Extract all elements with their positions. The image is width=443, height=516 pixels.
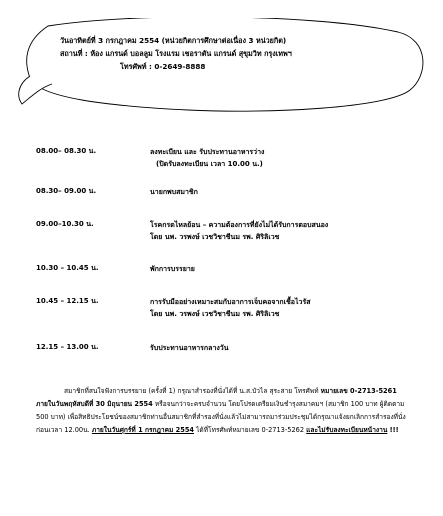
schedule-desc-line: นายกพบสมาชิก (150, 188, 198, 196)
para-phone: ได้ที่โทรศัพท์หมายเลข 0-2713-5262 (194, 426, 305, 434)
para-exclaim: !!! (387, 426, 399, 434)
schedule-time: 08.00– 08.30 น. (36, 147, 97, 155)
schedule-time: 12.15 – 13.00 น. (36, 343, 99, 351)
schedule-desc-line: รับประทานอาหารกลางวัน (150, 344, 229, 352)
schedule-desc-line: พักการบรรยาย (150, 265, 195, 273)
schedule-row (36, 219, 416, 263)
para-deadline-underlined: ภายในวันศุกร์ที่ 1 กรกฎาคม 2554 (91, 426, 195, 434)
phone-value: 0-2649-8888 (151, 62, 206, 71)
schedule-desc-line: ลงทะเบียน และ รับประทานอาหารว่าง (150, 148, 265, 156)
schedule-desc-line: โดย นพ. วรพงษ์ เวชวิชาชีนม รพ. ศิริลิเวช (150, 233, 280, 241)
schedule-desc (150, 296, 416, 320)
schedule-desc (150, 186, 416, 198)
header-bubble (18, 18, 426, 114)
venue-line (60, 47, 390, 60)
venue-label: สถานที่ : (60, 49, 88, 58)
schedule-row (36, 263, 416, 296)
schedule-desc (150, 219, 416, 243)
phone-line (60, 60, 390, 73)
schedule-row (36, 296, 416, 342)
para-no-walkin: และไม่รับลงทะเบียนหน้างาน (306, 426, 388, 434)
reservation-paragraph (36, 385, 408, 437)
schedule-desc-line: โดย นพ. วรพงษ์ เวชวิชาชีนม รพ. ศิริลิเวช (150, 310, 280, 318)
schedule-time: 08.30– 09.00 น. (36, 187, 97, 195)
schedule-row (36, 342, 416, 362)
para-text: สมาชิกที่สนใจฟังการบรรยาย (ครั้งที่ 1) กรุณาสำรองที่นั่งได้ที่ น.ส.บัวไล สุระสาย โทรศัพท์ (64, 387, 319, 395)
schedule-desc-line: โรคกรดไหลย้อน – ความต้องการที่ยังไม่ได้รับการตอบสนอง (150, 221, 329, 229)
venue-value: ห้อง แกรนด์ บอลลูม โรงแรม เชอราตัน แกรนด์ สุขุมวิท กรุงเทพฯ (87, 49, 292, 58)
event-date-line: วันอาทิตย์ที่ 3 กรกฎาคม 2554 (หน่วยกิตการศึกษาต่อเนื่อง 3 หน่วยกิต) (60, 36, 287, 45)
schedule-desc-line: (ปิดรับลงทะเบียน เวลา 10.00 น.) (156, 160, 263, 168)
para-text: หรือจนกว่าจะครบจำนวน โดยโปรดเตรียมเงินชำรุงสมาคมฯ (สมาชิก 100 บาท ผู้ติดตาม 500 บาท) เพื่อสิทธิประโยชน์ของสมาชิกท่านอื่นสมาชิกที่สำรองที่นั่งแล้วไม่สามารถมาร่วมประชุมได้กรุณาแจ้งยกเลิกการสำรองที่นั่งก่อนเวลา 12.00น. (36, 400, 406, 434)
phone-label: โทรศัพท์ : (120, 62, 152, 71)
header-info (60, 34, 390, 73)
schedule-row (36, 146, 416, 186)
schedule-row (36, 186, 416, 219)
schedule-desc (150, 342, 416, 354)
schedule-time: 10.45 – 12.15 น. (36, 297, 99, 305)
schedule-desc-line: การรับมืออย่างเหมาะสมกับอาการเจ็บคอจากเชื้อไวรัส (150, 298, 311, 306)
schedule-desc (150, 263, 416, 275)
schedule-time: 10.30 – 10.45 น. (36, 264, 99, 272)
schedule-time: 09.00–10.30 น. (36, 220, 94, 228)
schedule-desc (150, 146, 416, 170)
para-deadline: หมายเลข 0-2713-5261 ภายในวันพฤหัสบดีที่ 30 มิถุนายน 2554 (36, 387, 397, 408)
schedule-list (36, 146, 416, 362)
